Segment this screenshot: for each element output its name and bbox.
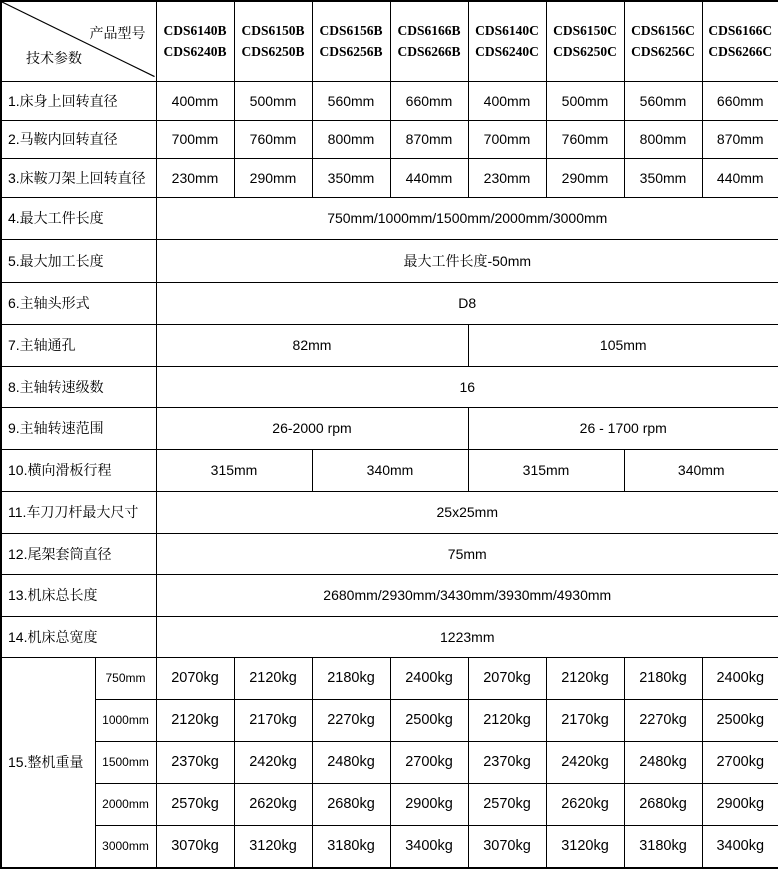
spec-value: 700mm	[156, 120, 234, 158]
spec-row-8	[1, 366, 778, 407]
spec-row-10	[1, 449, 778, 491]
spec-label: 13.机床总长度	[1, 574, 156, 616]
model-name: CDS6256C	[625, 41, 702, 62]
corner-label-product-model: 产品型号	[90, 23, 146, 43]
weight-value: 2900kg	[390, 783, 468, 825]
spec-value: 230mm	[468, 158, 546, 197]
spec-value: 760mm	[546, 120, 624, 158]
spec-value: 560mm	[624, 81, 702, 120]
model-header-col1	[156, 1, 234, 81]
spec-label: 14.机床总宽度	[1, 616, 156, 657]
weight-row-3000	[1, 825, 778, 868]
weight-value: 2480kg	[312, 741, 390, 783]
spec-value-half-right: 26 - 1700 rpm	[468, 407, 778, 449]
spec-row-11	[1, 491, 778, 533]
spec-row-1	[1, 81, 778, 120]
weight-value: 2180kg	[312, 657, 390, 699]
weight-value: 2400kg	[390, 657, 468, 699]
weight-value: 2700kg	[702, 741, 778, 783]
weight-value: 2480kg	[624, 741, 702, 783]
spec-value-quarter: 340mm	[312, 449, 468, 491]
spec-label-weight: 15.整机重量	[1, 657, 95, 868]
spec-label: 10.横向滑板行程	[1, 449, 156, 491]
model-name: CDS6240B	[157, 41, 234, 62]
weight-value: 3180kg	[312, 825, 390, 868]
weight-value: 2370kg	[156, 741, 234, 783]
weight-length-label: 1500mm	[95, 741, 156, 783]
spec-value-full: 1223mm	[156, 616, 778, 657]
weight-row-1000	[1, 699, 778, 741]
model-header-col8	[702, 1, 778, 81]
weight-value: 2420kg	[234, 741, 312, 783]
corner-header-cell	[1, 1, 156, 81]
weight-value: 2120kg	[546, 657, 624, 699]
spec-value: 440mm	[702, 158, 778, 197]
spec-value: 700mm	[468, 120, 546, 158]
spec-value: 290mm	[546, 158, 624, 197]
spec-row-6	[1, 282, 778, 324]
weight-value: 2680kg	[312, 783, 390, 825]
weight-length-label: 1000mm	[95, 699, 156, 741]
weight-value: 2900kg	[702, 783, 778, 825]
weight-value: 2500kg	[390, 699, 468, 741]
weight-value: 2370kg	[468, 741, 546, 783]
spec-value: 660mm	[702, 81, 778, 120]
model-name: CDS6266B	[391, 41, 468, 62]
weight-value: 2400kg	[702, 657, 778, 699]
weight-value: 3180kg	[624, 825, 702, 868]
spec-value: 350mm	[312, 158, 390, 197]
spec-row-5	[1, 239, 778, 282]
weight-length-label: 3000mm	[95, 825, 156, 868]
spec-value-full: 16	[156, 366, 778, 407]
spec-value: 500mm	[234, 81, 312, 120]
spec-label: 5.最大加工长度	[1, 239, 156, 282]
spec-row-9	[1, 407, 778, 449]
model-name: CDS6156B	[313, 20, 390, 41]
weight-value: 3400kg	[390, 825, 468, 868]
spec-value-full: 最大工件长度-50mm	[156, 239, 778, 282]
spec-row-4	[1, 197, 778, 239]
spec-label: 7.主轴通孔	[1, 324, 156, 366]
spec-value-full: 25x25mm	[156, 491, 778, 533]
model-name: CDS6240C	[469, 41, 546, 62]
model-name: CDS6140B	[157, 20, 234, 41]
model-name: CDS6166C	[703, 20, 778, 41]
spec-label: 1.床身上回转直径	[1, 81, 156, 120]
spec-value: 560mm	[312, 81, 390, 120]
spec-value: 290mm	[234, 158, 312, 197]
weight-value: 3120kg	[546, 825, 624, 868]
model-name: CDS6150C	[547, 20, 624, 41]
model-name: CDS6140C	[469, 20, 546, 41]
spec-value: 660mm	[390, 81, 468, 120]
spec-row-13	[1, 574, 778, 616]
spec-label: 4.最大工件长度	[1, 197, 156, 239]
weight-length-label: 2000mm	[95, 783, 156, 825]
weight-value: 2420kg	[546, 741, 624, 783]
spec-value: 800mm	[312, 120, 390, 158]
weight-value: 3070kg	[468, 825, 546, 868]
spec-value-full: 2680mm/2930mm/3430mm/3930mm/4930mm	[156, 574, 778, 616]
spec-value: 400mm	[468, 81, 546, 120]
weight-value: 2270kg	[624, 699, 702, 741]
spec-value-quarter: 315mm	[468, 449, 624, 491]
spec-row-3	[1, 158, 778, 197]
weight-value: 2570kg	[156, 783, 234, 825]
model-name: CDS6250B	[235, 41, 312, 62]
spec-value: 350mm	[624, 158, 702, 197]
weight-value: 2620kg	[234, 783, 312, 825]
spec-value: 440mm	[390, 158, 468, 197]
weight-value: 3070kg	[156, 825, 234, 868]
weight-value: 2270kg	[312, 699, 390, 741]
model-header-col3	[312, 1, 390, 81]
model-header-col2	[234, 1, 312, 81]
spec-value-quarter: 340mm	[624, 449, 778, 491]
weight-value: 3400kg	[702, 825, 778, 868]
weight-value: 2120kg	[234, 657, 312, 699]
spec-value: 870mm	[702, 120, 778, 158]
spec-value: 230mm	[156, 158, 234, 197]
spec-label: 2.马鞍内回转直径	[1, 120, 156, 158]
spec-label: 9.主轴转速范围	[1, 407, 156, 449]
spec-value-half-left: 82mm	[156, 324, 468, 366]
spec-row-12	[1, 533, 778, 574]
spec-label: 6.主轴头形式	[1, 282, 156, 324]
weight-value: 2070kg	[156, 657, 234, 699]
spec-row-2	[1, 120, 778, 158]
spec-label: 12.尾架套筒直径	[1, 533, 156, 574]
spec-row-14	[1, 616, 778, 657]
model-name: CDS6166B	[391, 20, 468, 41]
spec-value-full: D8	[156, 282, 778, 324]
weight-row-2000	[1, 783, 778, 825]
spec-label: 11.车刀刀杆最大尺寸	[1, 491, 156, 533]
spec-value: 870mm	[390, 120, 468, 158]
weight-value: 2500kg	[702, 699, 778, 741]
weight-length-label: 750mm	[95, 657, 156, 699]
spec-value-full: 75mm	[156, 533, 778, 574]
model-header-col4	[390, 1, 468, 81]
weight-value: 2120kg	[156, 699, 234, 741]
model-name: CDS6150B	[235, 20, 312, 41]
model-name: CDS6250C	[547, 41, 624, 62]
weight-value: 2180kg	[624, 657, 702, 699]
spec-label: 3.床鞍刀架上回转直径	[1, 158, 156, 197]
model-name: CDS6256B	[313, 41, 390, 62]
weight-row-750	[1, 657, 778, 699]
spec-value-half-right: 105mm	[468, 324, 778, 366]
weight-value: 2570kg	[468, 783, 546, 825]
weight-value: 3120kg	[234, 825, 312, 868]
spec-value: 760mm	[234, 120, 312, 158]
model-header-col7	[624, 1, 702, 81]
header-row	[1, 1, 778, 81]
model-name: CDS6266C	[703, 41, 778, 62]
corner-label-tech-params: 技术参数	[26, 48, 82, 68]
weight-value: 2700kg	[390, 741, 468, 783]
weight-value: 2170kg	[234, 699, 312, 741]
weight-value: 2680kg	[624, 783, 702, 825]
spec-value: 400mm	[156, 81, 234, 120]
model-header-col6	[546, 1, 624, 81]
spec-row-7	[1, 324, 778, 366]
spec-value-full: 750mm/1000mm/1500mm/2000mm/3000mm	[156, 197, 778, 239]
spec-label: 8.主轴转速级数	[1, 366, 156, 407]
spec-value-half-left: 26-2000 rpm	[156, 407, 468, 449]
model-header-col5	[468, 1, 546, 81]
spec-value-quarter: 315mm	[156, 449, 312, 491]
weight-value: 2620kg	[546, 783, 624, 825]
weight-value: 2120kg	[468, 699, 546, 741]
weight-value: 2070kg	[468, 657, 546, 699]
model-name: CDS6156C	[625, 20, 702, 41]
weight-value: 2170kg	[546, 699, 624, 741]
spec-value: 500mm	[546, 81, 624, 120]
weight-row-1500	[1, 741, 778, 783]
spec-value: 800mm	[624, 120, 702, 158]
